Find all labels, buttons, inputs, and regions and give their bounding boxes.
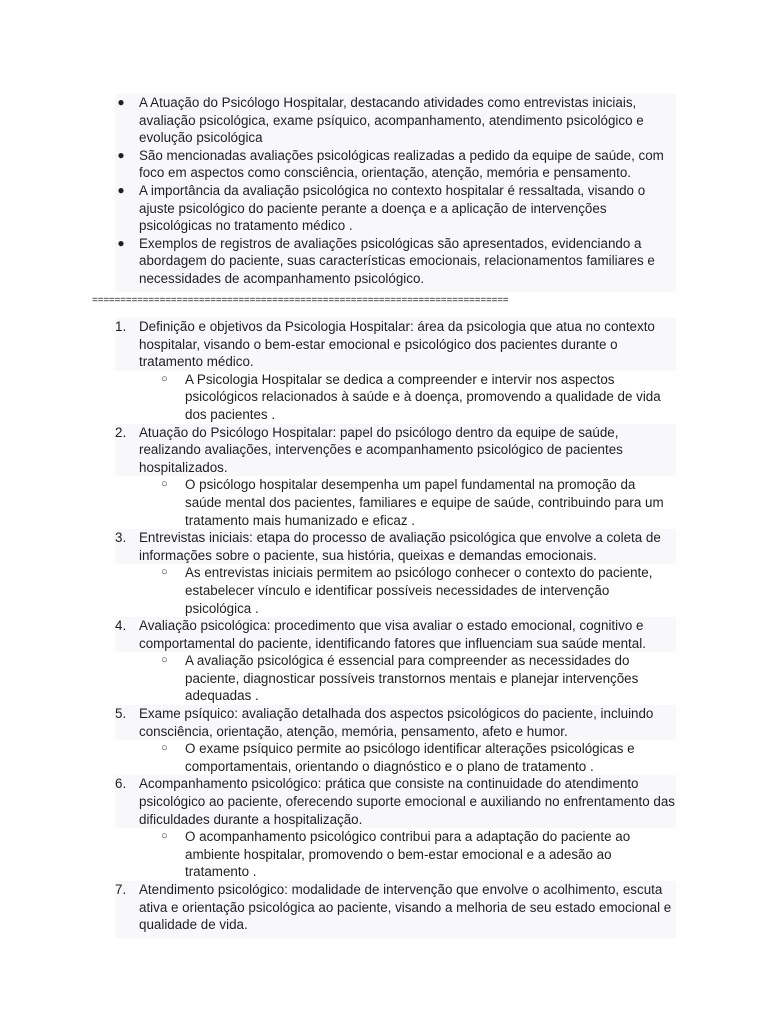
topic-item bbox=[115, 318, 676, 424]
summary-bullet-text: São mencionadas avaliações psicológicas realizadas a pedido da equipe de saúde, com foco em aspectos como consciência, orientação, atenção, memória e pensamento. bbox=[139, 147, 664, 181]
circle-bullet-icon: ○ bbox=[161, 830, 168, 843]
circle-bullet-icon: ○ bbox=[161, 654, 168, 667]
topic-item bbox=[115, 775, 676, 881]
circle-bullet-icon: ○ bbox=[161, 372, 168, 385]
item-number: 2. bbox=[115, 424, 127, 440]
summary-bullet-text: A Atuação do Psicólogo Hospitalar, destacando atividades como entrevistas iniciais, avaliação psicológica, exame psíquico, acompanhamento, atendimento psicológico e evolução psicológica bbox=[139, 95, 644, 146]
summary-bullet-text: A importância da avaliação psicológica no contexto hospitalar é ressaltada, visando o ajuste psicológico do paciente perante a doença e a aplicação de intervenções psicológicas no tratamento médico . bbox=[139, 182, 646, 234]
item-text: Avaliação psicológica: procedimento que visa avaliar o estado emocional, cognitivo e comportamental do paciente, identificando fatores que influenciam sua saúde mental. bbox=[139, 618, 646, 651]
sub-item-text: O psicólogo hospitalar desempenha um papel fundamental na promoção da saúde mental dos pacientes, familiares e equipe de saúde, contribuindo para um tratamento mais humanizado e eficaz . bbox=[185, 477, 664, 528]
summary-bullet bbox=[115, 94, 676, 147]
bullet-icon: ● bbox=[117, 147, 125, 162]
item-text: Entrevistas iniciais: etapa do processo de avaliação psicológica que envolve a coleta de informações sobre o paciente, sua história, queixas e demandas emocionais. bbox=[139, 530, 661, 563]
sub-item-text: O acompanhamento psicológico contribui para a adaptação do paciente ao ambiente hospitalar, promovendo o bem-estar emocional e a adesão ao tratamento . bbox=[185, 829, 631, 880]
sub-item bbox=[115, 476, 676, 529]
sub-item-text: A Psicologia Hospitalar se dedica a compreender e intervir nos aspectos psicológicos relacionados à saúde e à doença, promovendo a qualidade de vida dos pacientes . bbox=[185, 371, 661, 422]
bullet-icon: ● bbox=[117, 235, 125, 250]
topic-item bbox=[115, 617, 676, 705]
sub-item bbox=[115, 740, 676, 775]
topic-item bbox=[115, 881, 676, 938]
sub-item bbox=[115, 652, 676, 705]
separator-line: ========================================================================== bbox=[92, 295, 509, 306]
item-text: Atendimento psicológico: modalidade de intervenção que envolve o acolhimento, escuta ativa e orientação psicológica ao paciente, visando a melhoria de seu estado emocional e qualidade de vida. bbox=[139, 882, 672, 933]
sub-item bbox=[115, 828, 676, 881]
summary-bullet-text: Exemplos de registros de avaliações psicológicas são apresentados, evidenciando a abordagem do paciente, suas características emocionais, relacionamentos familiares e necessidades de acompanhamento psicológico. bbox=[139, 235, 655, 286]
topic-item bbox=[115, 424, 676, 530]
item-number: 3. bbox=[115, 530, 127, 546]
item-text: Definição e objetivos da Psicologia Hospitalar: área da psicologia que atua no contexto hospitalar, visando o bem-estar emocional e psicológico dos pacientes durante o tratamento médico. bbox=[139, 319, 655, 370]
item-number: 6. bbox=[115, 776, 127, 792]
sub-item-text: As entrevistas iniciais permitem ao psicólogo conhecer o contexto do paciente, estabelecer vínculo e identificar possíveis necessidades de intervenção psicológica . bbox=[185, 565, 653, 616]
sub-item bbox=[115, 371, 676, 424]
sub-item bbox=[115, 564, 676, 617]
topic-item bbox=[115, 529, 676, 617]
topic-item bbox=[115, 705, 676, 775]
item-text: Exame psíquico: avaliação detalhada dos aspectos psicológicos do paciente, incluindo consciência, orientação, atenção, memória, pensamento, afeto e humor. bbox=[139, 706, 654, 739]
sub-item-text: O exame psíquico permite ao psicólogo identificar alterações psicológicas e comportamentais, orientando o diagnóstico e o plano de tratamento . bbox=[185, 741, 635, 774]
summary-bullet bbox=[115, 147, 676, 182]
summary-bullet-list bbox=[115, 94, 676, 292]
topic-list bbox=[115, 318, 676, 938]
sub-item-text: A avaliação psicológica é essencial para compreender as necessidades do paciente, diagnosticar possíveis transtornos mentais e planejar intervenções adequadas . bbox=[185, 653, 639, 704]
summary-bullet bbox=[115, 182, 676, 235]
bullet-icon: ● bbox=[117, 182, 125, 197]
item-number: 5. bbox=[115, 706, 127, 722]
bullet-icon: ● bbox=[117, 95, 125, 109]
item-number: 7. bbox=[115, 882, 127, 897]
item-text: Atuação do Psicólogo Hospitalar: papel do psicólogo dentro da equipe de saúde, realizando avaliações, intervenções e acompanhamento psicológico de pacientes hospitalizados. bbox=[139, 424, 623, 475]
circle-bullet-icon: ○ bbox=[161, 478, 168, 491]
item-number: 1. bbox=[115, 319, 127, 334]
summary-bullet bbox=[115, 235, 676, 292]
item-text: Acompanhamento psicológico: prática que consiste na continuidade do atendimento psicológico ao paciente, oferecendo suporte emocional e auxiliando no enfrentamento das dificuldades durante a hospitalização. bbox=[139, 776, 675, 827]
circle-bullet-icon: ○ bbox=[161, 742, 168, 755]
item-number: 4. bbox=[115, 618, 127, 634]
circle-bullet-icon: ○ bbox=[161, 566, 168, 579]
